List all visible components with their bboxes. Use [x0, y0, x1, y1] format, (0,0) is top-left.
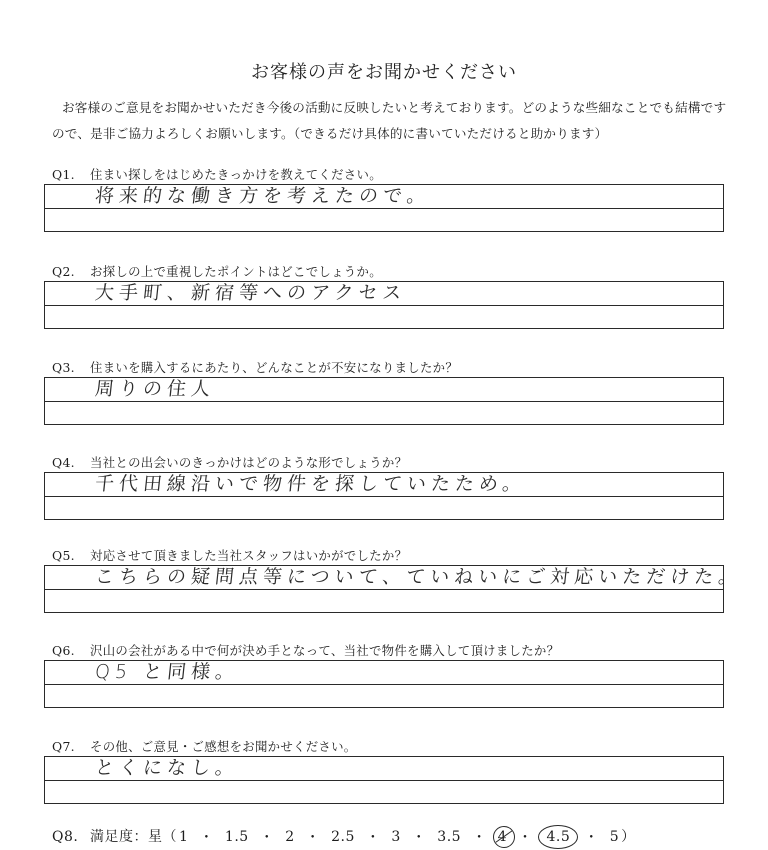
handwritten-answer: 周りの住人: [93, 378, 217, 400]
question-number: Q4.: [52, 455, 75, 470]
handwritten-answer: 大手町、新宿等へのアクセス: [93, 282, 408, 304]
answer-box: [44, 472, 724, 520]
answer-box: [44, 756, 724, 804]
question-number: Q6.: [52, 643, 75, 658]
q8-label: 満足度：星（: [90, 829, 177, 845]
answer-line-divider: [45, 401, 723, 402]
page-title: お客様の声をお聞かせください: [251, 62, 517, 83]
handwritten-answer: Q5 と同様。: [93, 661, 241, 683]
rating-option[interactable]: 1: [179, 829, 189, 845]
rating-separator: ・: [259, 830, 275, 846]
question-number: Q5.: [52, 548, 75, 563]
q8-satisfaction-row: [52, 826, 636, 847]
rating-option[interactable]: 2.5: [331, 829, 355, 845]
question-label: [52, 453, 407, 471]
question-text: 住まいを購入するにあたり、どんなことが不安になりましたか？: [90, 360, 459, 375]
answer-box: [44, 377, 724, 425]
rating-option[interactable]: 5: [609, 829, 620, 845]
handwritten-answer: 千代田線沿いで物件を探していたため。: [93, 473, 528, 495]
answer-line-divider: [45, 305, 723, 306]
rating-option[interactable]: 3: [391, 829, 401, 845]
rating-separator: ・: [584, 830, 599, 846]
answer-line-divider: [45, 684, 723, 685]
question-number: Q2.: [52, 264, 75, 279]
rating-separator: ・: [305, 830, 321, 846]
star-rating-options: [177, 827, 621, 847]
rating-option[interactable]: 1.5: [224, 829, 249, 845]
q8-number: Q8.: [52, 829, 79, 845]
question-label: [52, 546, 407, 564]
intro-text: お客様のご意見をお聞かせいただき今後の活動に反映したいと考えております。どのような些細なことでも結構ですので、是非ご協力よろしくお願いします。（できるだけ具体的に書いていただけると助かります）: [52, 100, 727, 141]
rating-separator: ・: [517, 830, 533, 846]
rating-separator: ・: [472, 830, 487, 846]
question-label: [52, 641, 559, 659]
question-label: [52, 262, 382, 280]
question-text: 当社との出会いのきっかけはどのような形でしょうか？: [90, 455, 408, 470]
handwritten-answer: 将来的な働き方を考えたので。: [93, 185, 432, 207]
answer-box: [44, 565, 744, 613]
rating-option[interactable]: 4.5: [541, 829, 575, 845]
q8-close: ）: [621, 829, 636, 845]
answer-box: [44, 660, 724, 708]
rating-separator: ・: [411, 830, 427, 846]
question-number: Q7.: [52, 739, 75, 754]
handwritten-answer: こちらの疑問点等について、ていねいにご対応いただけた。: [93, 566, 744, 588]
question-number: Q1.: [52, 167, 75, 182]
rating-option[interactable]: 4: [497, 829, 507, 845]
question-number: Q3.: [52, 360, 75, 375]
question-text: 対応させて頂きました当社スタッフはいかがでしたか？: [90, 548, 408, 563]
question-label: [52, 165, 382, 183]
answer-box: [44, 184, 724, 232]
answer-box: [44, 281, 724, 329]
question-text: 沢山の会社がある中で何が決め手となって、当社で物件を購入して頂けましたか？: [90, 643, 560, 658]
question-label: [52, 737, 357, 755]
answer-line-divider: [45, 589, 723, 590]
question-text: 住まい探しをはじめたきっかけを教えてください。: [90, 167, 382, 182]
rating-separator: ・: [365, 830, 381, 846]
question-label: [52, 358, 458, 376]
answer-line-divider: [45, 496, 723, 497]
rating-option[interactable]: 2: [285, 829, 295, 845]
question-text: その他、ご意見・ご感想をお聞かせください。: [90, 739, 357, 754]
rating-separator: ・: [199, 830, 214, 846]
answer-line-divider: [45, 208, 723, 209]
handwritten-answer: とくになし。: [93, 757, 241, 779]
answer-line-divider: [45, 780, 723, 781]
question-text: お探しの上で重視したポイントはどこでしょうか。: [90, 264, 382, 279]
rating-option[interactable]: 3.5: [437, 829, 462, 845]
